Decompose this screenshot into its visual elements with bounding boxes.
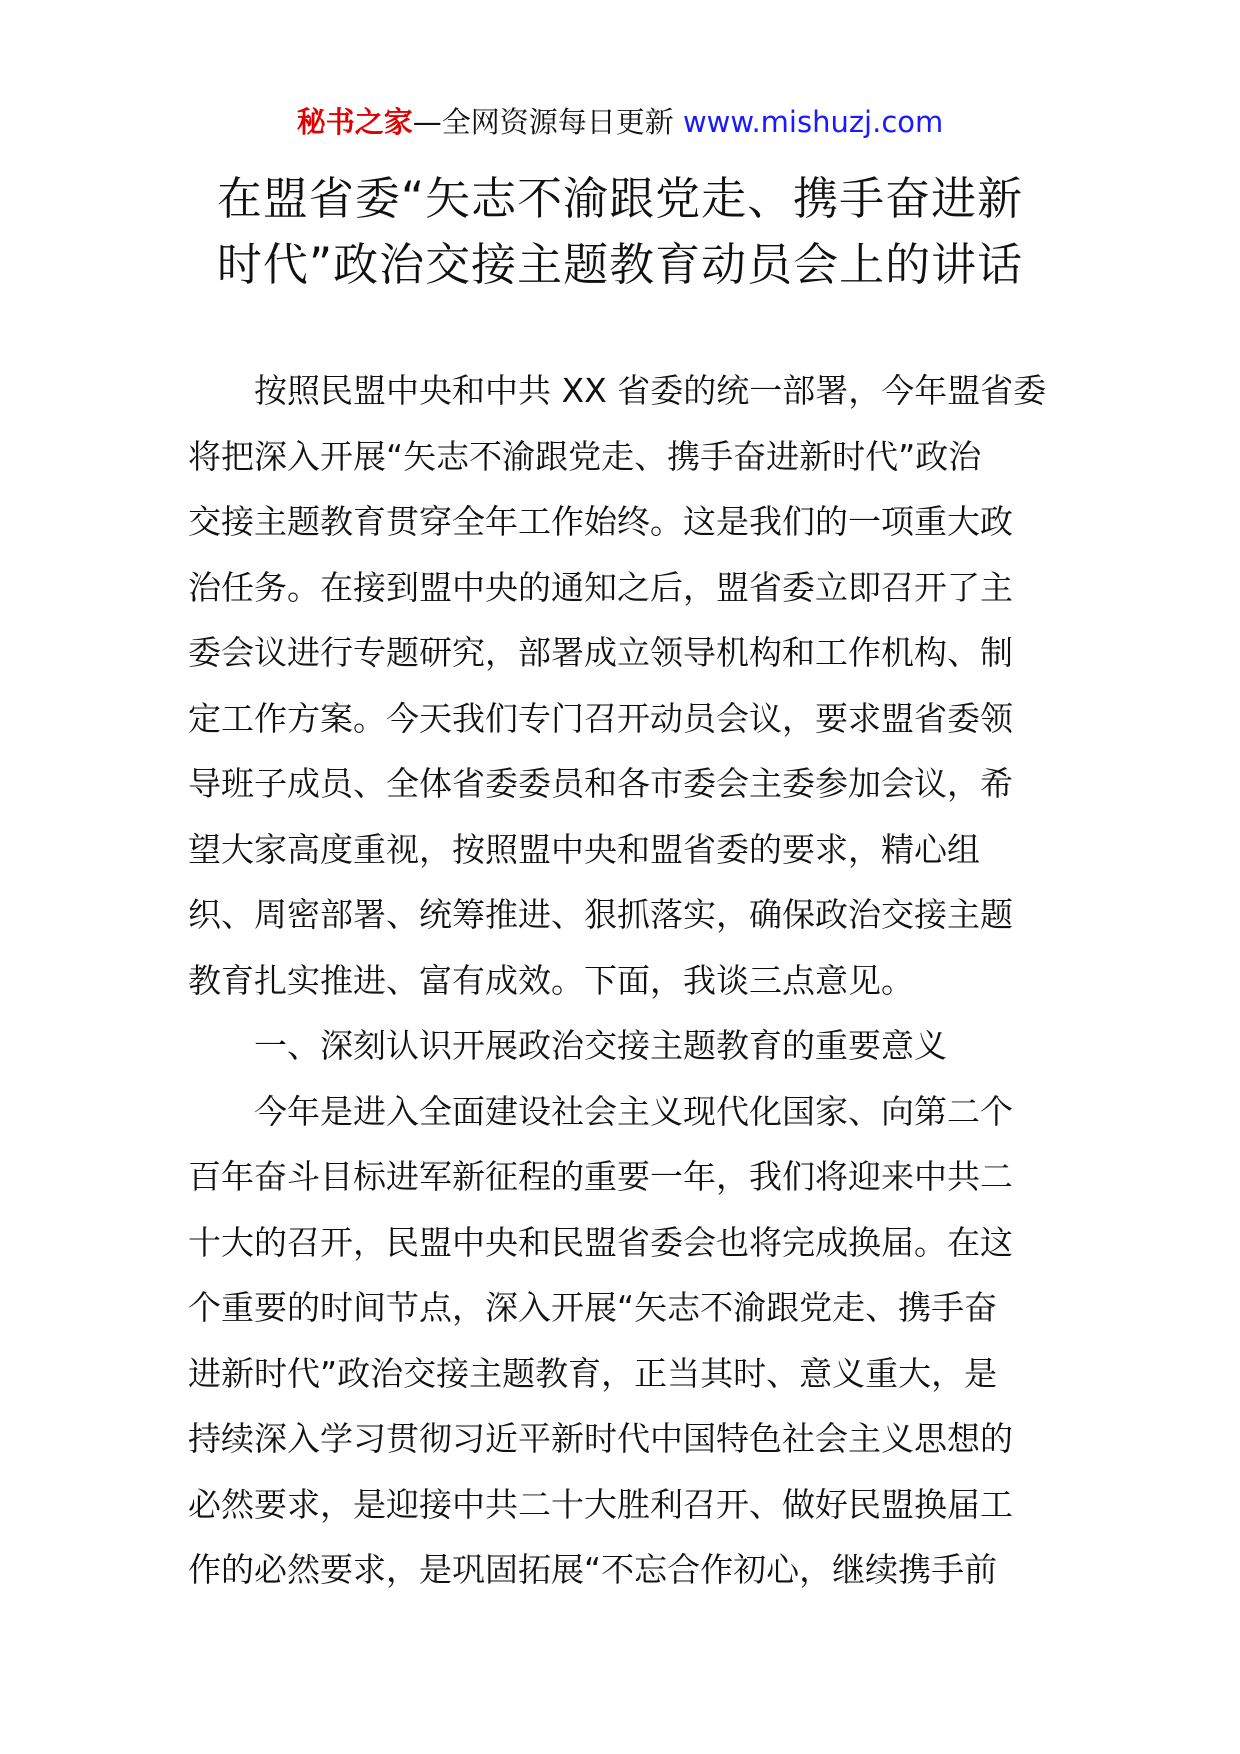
body-line: 进新时代”政治交接主题教育，正当其时、意义重大，是: [188, 1353, 998, 1393]
body-line: 按照民盟中央和中共 XX 省委的统一部署，今年盟省委: [254, 371, 1047, 410]
body-line: 定工作方案。今天我们专门召开动员会议，要求盟省委领: [188, 698, 1013, 738]
body-line: 织、周密部署、统筹推进、狠抓落实，确保政治交接主题: [188, 895, 1013, 934]
body-line: 持续深入学习贯彻习近平新时代中国特色社会主义思想的: [188, 1419, 1013, 1458]
body-line: 今年是进入全面建设社会主义现代化国家、向第二个: [254, 1091, 1013, 1131]
title-line-1: 在盟省委“矢志不渝跟党走、携手奋进新: [216, 172, 1024, 225]
body-line: 望大家高度重视，按照盟中央和盟省委的要求，精心组: [188, 829, 980, 869]
body-line: 作的必然要求，是巩固拓展“不忘合作初心，继续携手前: [188, 1550, 998, 1589]
document-title: [180, 166, 1060, 298]
body-line: 教育扎实推进、富有成效。下面，我谈三点意见。: [188, 960, 914, 1000]
body-line: 百年奋斗目标进军新征程的重要一年，我们将迎来中共二: [188, 1157, 1013, 1196]
banner-brand: 秘书之家: [296, 105, 413, 139]
body-line: 导班子成员、全体省委委员和各市委会主委参加会议，希: [188, 764, 1013, 803]
section-heading: 一、深刻认识开展政治交接主题教育的重要意义: [254, 1026, 947, 1065]
body-line: 必然要求，是迎接中共二十大胜利召开、做好民盟换届工: [188, 1484, 1013, 1524]
watermark-banner: [0, 100, 1240, 144]
body-line: 将把深入开展“矢志不渝跟党走、携手奋进新时代”政治: [188, 436, 982, 476]
body-line: 个重要的时间节点，深入开展“矢志不渝跟党走、携手奋: [188, 1288, 998, 1327]
title-line-2: 时代”政治交接主题教育动员会上的讲话: [216, 238, 1024, 291]
body-line: 委会议进行专题研究，部署成立领导机构和工作机构、制: [188, 633, 1013, 672]
body-line: 十大的召开，民盟中央和民盟省委会也将完成换届。在这: [188, 1222, 1013, 1262]
banner-url[interactable]: www.mishuzj.com: [682, 105, 944, 139]
banner-tagline: —全网资源每日更新: [412, 105, 683, 139]
body-line: 交接主题教育贯穿全年工作始终。这是我们的一项重大政: [188, 502, 1013, 541]
document-body: [188, 358, 1054, 1603]
body-line: 治任务。在接到盟中央的通知之后，盟省委立即召开了主: [188, 567, 1013, 607]
